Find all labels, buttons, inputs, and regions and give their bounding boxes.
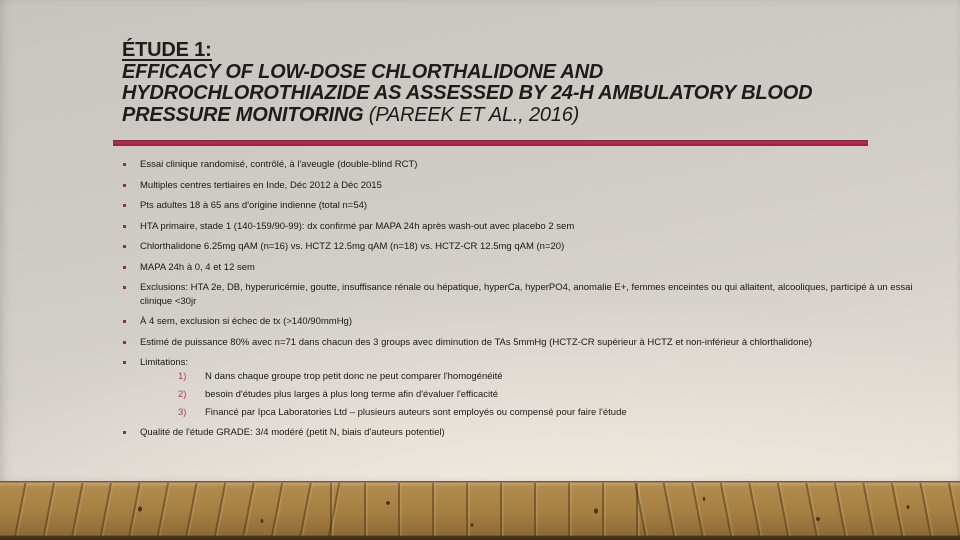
item-number: 1) xyxy=(178,370,187,382)
limitations-label: Limitations: xyxy=(140,357,189,368)
bullet-item-closing xyxy=(122,426,928,440)
wood-floor-background xyxy=(0,481,960,540)
title-line-4-bold: PRESSURE MONITORING xyxy=(122,103,364,126)
title-accent-rule xyxy=(113,140,868,146)
title-line-3: HYDROCHLOROTHIAZIDE AS ASSESSED BY 24-H AMBULATORY BLOOD xyxy=(122,82,813,104)
bullet-marker xyxy=(123,204,126,207)
bullet-marker xyxy=(123,431,126,434)
bullet-text: MAPA 24h à 0, 4 et 12 sem xyxy=(140,261,255,273)
bullet-item xyxy=(122,158,928,172)
bullet-text: Estimé de puissance 80% avec n=71 dans chacun des 3 groups avec diminution de TAs 5mmHg (HCTZ-CR supérieur à HCTZ et non-inférieur à chlorthalidone) xyxy=(140,336,813,348)
bullet-text: HTA primaire, stade 1 (140-159/90-99): dx confirmé par MAPA 24h après wash-out avec placebo 2 sem xyxy=(140,220,575,232)
bullet-item xyxy=(122,240,928,254)
item-text: N dans chaque groupe trop petit donc ne peut comparer l'homogénéité xyxy=(205,370,503,382)
slide-body xyxy=(122,158,928,447)
wood-knots-texture xyxy=(0,481,960,540)
bullet-list xyxy=(122,158,928,440)
title-line-etude xyxy=(122,40,882,62)
closing-bullet-text: Qualité de l'étude GRADE: 3/4 modéré (petit N, biais d'auteurs potentiel) xyxy=(140,427,445,438)
bullet-marker xyxy=(123,361,126,364)
bullet-item xyxy=(122,220,928,234)
bullet-text: À 4 sem, exclusion si échec de tx (>140/90mmHg) xyxy=(140,316,352,327)
numbered-item xyxy=(140,370,928,384)
bullet-marker xyxy=(123,163,126,166)
bullet-text: Essai clinique randomisé, contrôlé, à l'aveugle (double-blind RCT) xyxy=(140,159,418,170)
bullet-marker xyxy=(123,266,126,269)
bullet-item xyxy=(122,261,928,275)
bullet-text: Exclusions: HTA 2e, DB, hyperuricémie, goutte, insuffisance rénale ou hépatique, hyperCa, hyperPO4, anomalie E+, femmes enceintes ou qui allaitent, alcooliques, participé à un essai clinique <30jr xyxy=(140,282,913,307)
item-text: Financé par Ipca Laboratories Ltd – plusieurs auteurs sont employés ou compensé pour faire l'étude xyxy=(205,406,627,418)
title-line-4 xyxy=(122,105,882,127)
bullet-marker xyxy=(123,341,126,344)
item-number: 3) xyxy=(178,406,187,418)
bullet-item xyxy=(122,179,928,193)
slide-title xyxy=(122,40,882,126)
bullet-item-limitations xyxy=(122,356,928,419)
item-number: 2) xyxy=(178,388,187,400)
bullet-marker xyxy=(123,184,126,187)
bullet-item xyxy=(122,336,928,350)
bullet-item xyxy=(122,281,928,308)
bullet-text: Multiples centres tertiaires en Inde, Déc 2012 à Déc 2015 xyxy=(140,179,382,191)
item-text: besoin d'études plus larges à plus long terme afin d'évaluer l'efficacité xyxy=(205,388,499,400)
bullet-marker xyxy=(123,320,126,323)
bullet-marker xyxy=(123,286,126,289)
bullet-marker xyxy=(123,225,126,228)
title-line-2: EFFICACY OF LOW-DOSE CHLORTHALIDONE AND xyxy=(122,60,604,83)
numbered-item xyxy=(140,406,928,420)
title-citation: (PAREEK ET AL., 2016) xyxy=(368,103,580,126)
title-underlined-text: ÉTUDE 1: xyxy=(122,39,212,61)
bullet-text: Chlorthalidone 6.25mg qAM (n=16) vs. HCTZ 12.5mg qAM (n=18) vs. HCTZ-CR 12.5mg qAM (n=20) xyxy=(140,241,565,252)
bullet-text: Pts adultes 18 à 65 ans d'origine indienne (total n=54) xyxy=(140,200,368,211)
numbered-item xyxy=(140,388,928,402)
bullet-item xyxy=(122,315,928,329)
bullet-marker xyxy=(123,245,126,248)
bullet-item xyxy=(122,199,928,213)
